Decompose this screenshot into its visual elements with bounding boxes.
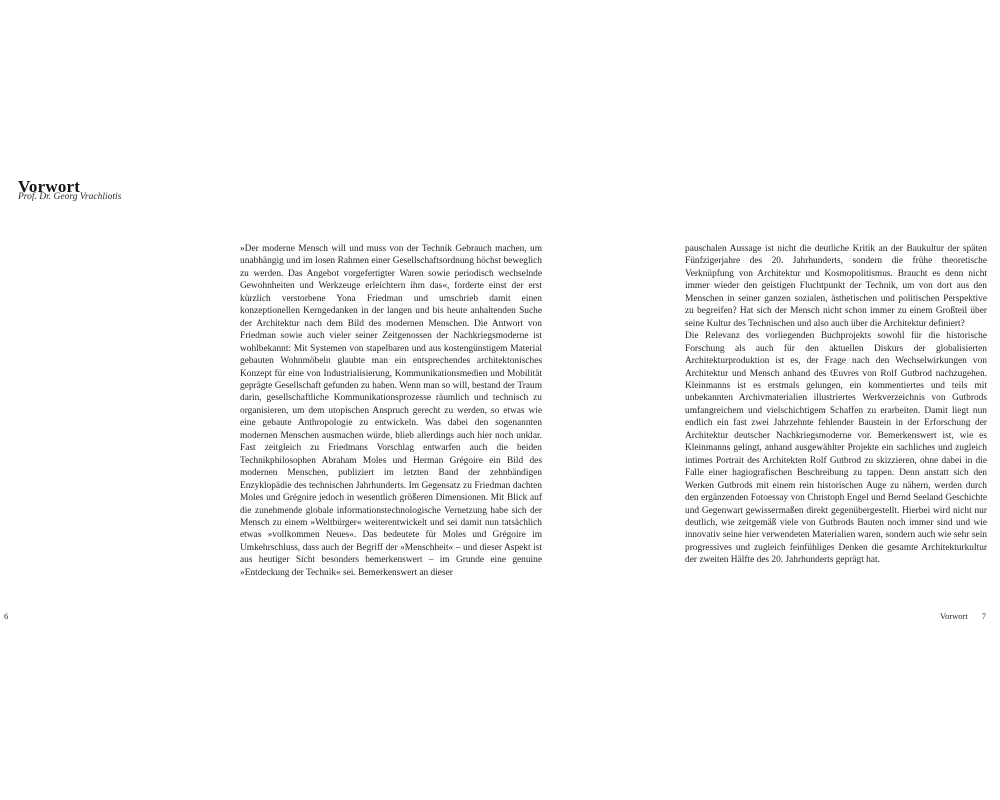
foreword-paragraph: »Der moderne Mensch will und muss von der Technik Gebrauch machen, um unabhängig und im losen Rahmen einer Gesellschaftsordnung höchst beweglich zu werden. Das Angebot vorgefertigter Waren sowie periodisch wechselnde Gewohnheiten und Werkzeuge erleichtern ihm das«, forderte einst der erst kürzlich verstorbene Yona Friedman und umschrieb damit einen konzeptionellen Kerngedanken in der langen und bis heute anhaltenden Suche der Architektur nach dem Bild des modernen Menschen. Die Antwort von Friedman sowie auch vieler seiner Zeitgenossen der Nachkriegsmoderne ist wohlbekannt: Mit Systemen von stapelbaren und aus kostengünstigem Material gebauten Wohnmöbeln glaubte man ein entsprechendes architektonisches Konzept für eine von Industrialisierung, Kommunikationsmedien und Mobilität geprägte Gesellschaft gefunden zu haben. Wenn man so will, bestand der Traum darin, gesellschaftliche Kommunikationsprozesse räumlich und technisch zu organisieren, um dem utopischen Anspruch gerecht zu werden, so etwas wie eine gebaute Anthropologie zu entwickeln. Was dabei den sogenannten modernen Menschen ausmachen würde, blieb allerdings auch hier noch unklar. Fast zeitgleich zu Friedmans Vorschlag entwarfen auch die beiden Technikphilosophen Abraham Moles und Herman Grégoire ein Bild des modernen Menschen, publiziert im letzten Band der zehnbändigen Enzyklopädie des technischen Jahrhunderts. Im Gegensatz zu Friedman dachten Moles und Grégoire jedoch in wesentlich größeren Dimensionen. Mit Blick auf die zunehmende globale informationstechnologische Vernetzung habe sich der Mensch zu einem »Weltbürger« weiterentwickelt und sei damit nun tatsächlich etwas »vollkommen Neues«. Das bedeutete für Moles und Grégoire im Umkehrschluss, dass auch der Begriff der »Menschheit« – und dieser Aspekt ist aus heutiger Sicht besonders bemerkenswert – im Grunde eine genuine »Entdeckung der Technik« sei. Bemerkenswert an dieser [240, 244, 542, 578]
running-footer-right [940, 611, 986, 621]
foreword-paragraph: Die Relevanz des vorliegenden Buchprojekts sowohl für die historische Forschung als auch für den aktuellen Diskurs der globalisierten Architekturproduktion ist es, der Frage nach den Wechselwirkungen von Architektur und Mensch anhand des Œuvres von Rolf Gutbrod nachzugehen. Kleinmanns ist es erstmals gelungen, ein kommentiertes und teils mit unbekannten Archivmaterialien illustriertes Werkverzeichnis von Gutbrods umfangreichem und vielschichtigem Schaffen zu erarbeiten. Damit liegt nun endlich ein fast zwei Jahrzehnte fehlender Baustein in der Erforschung der Architektur deutscher Nachkriegsmoderne vor. Bemerkenswert ist, wie es Kleinmanns gelingt, anhand ausgewählter Projekte ein sachliches und zugleich intimes Portrait des Architekten Rolf Gutbrod zu skizzieren, ohne dabei in die Falle einer hagiografischen Beschreibung zu tappen. Denn anstatt sich den Werken Gutbrods mit einem rein historischen Auge zu nähern, werden durch den ergänzenden Fotoessay von Christoph Engel und Bernd Seeland Geschichte und Gegenwart gewissermaßen direkt gegenübergestellt. Hierbei wird nicht nur deutlich, wie zeitgemäß viele von Gutbrods Bauten noch immer sind und wie innovativ seine hier verwendeten Materialien waren, sondern auch wie sehr sein progressives und zugleich feinfühliges Denken die gesamte Architekturkultur der zweiten Hälfte des 20. Jahrhunderts geprägt hat. [685, 331, 987, 566]
foreword-paragraph: pauschalen Aussage ist nicht die deutliche Kritik an der Baukultur der späten Fünfzigerjahre des 20. Jahrhunderts, sondern die frühe theoretische Verknüpfung von Architektur und Kosmopolitismus. Braucht es denn nicht immer wieder den geistigen Fluchtpunkt der Technik, um von dort aus den Menschen in seiner ganzen sozialen, ästhetischen und politischen Perspektive zu begreifen? Hat sich der Mensch nicht schon immer zu einem Großteil über seine Kultur des Technischen und also auch über die Architektur definiert? [685, 244, 987, 329]
left-text-column [240, 243, 542, 579]
right-text-column [685, 243, 987, 567]
page-title: Vorwort [18, 177, 81, 197]
footer-section-label: Vorwort [940, 611, 968, 621]
page-number-right: 7 [981, 611, 986, 621]
page-number-left: 6 [4, 611, 9, 621]
author-byline: Prof. Dr. Georg Vrachliotis [18, 192, 122, 202]
